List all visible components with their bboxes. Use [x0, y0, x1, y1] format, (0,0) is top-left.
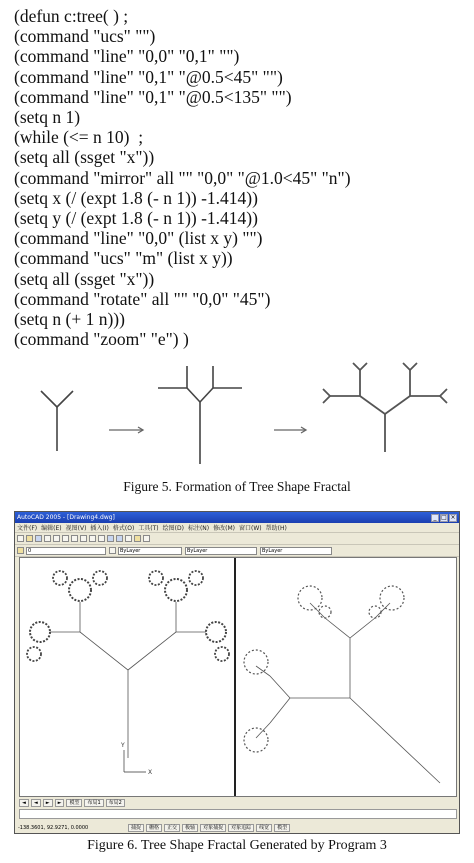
redo-icon[interactable] [98, 535, 105, 542]
minimize-icon[interactable]: _ [431, 514, 439, 522]
code-line: (setq n (+ 1 n))) [14, 309, 125, 330]
preview-icon[interactable] [53, 535, 60, 542]
title-bar [15, 512, 459, 523]
code-line: (command "line" "0,1" "@0.5<45" "") [14, 66, 283, 87]
pan-icon[interactable] [107, 535, 114, 542]
code-line: (setq x (/ (expt 1.8 (- n 1)) -1.414)) [14, 187, 258, 208]
zoom-icon[interactable] [116, 535, 123, 542]
code-line: (command "ucs" "") [14, 26, 156, 47]
code-line: (defun c:tree( ) ; [14, 6, 129, 26]
design-center-icon[interactable] [134, 535, 141, 542]
layout-tab[interactable]: 模型 [66, 799, 82, 807]
tab-nav-icon[interactable]: ► [55, 799, 65, 807]
stage2-tree [158, 366, 242, 464]
menu-item[interactable]: 帮助(H) [265, 525, 287, 532]
right-viewport-tree [256, 603, 440, 783]
status-toggle-button[interactable]: 线宽 [256, 824, 272, 832]
undo-icon[interactable] [89, 535, 96, 542]
menu-item[interactable]: 格式(O) [112, 525, 135, 532]
left-viewport-tree [50, 602, 206, 758]
menu-item[interactable]: 工具(T) [138, 525, 159, 532]
layout-tab[interactable]: 布局2 [106, 799, 125, 807]
menu-item[interactable]: 修改(M) [213, 525, 235, 532]
figure5-caption: Figure 5. Formation of Tree Shape Fractal [123, 479, 351, 494]
layout-tab[interactable]: 布局1 [84, 799, 103, 807]
status-toggle-button[interactable]: 模型 [274, 824, 290, 832]
code-line: (setq y (/ (expt 1.8 (- n 1)) -1.414)) [14, 208, 258, 229]
status-toggle-button[interactable]: 捕捉 [128, 824, 144, 832]
layer-previous-icon[interactable] [109, 547, 116, 554]
layer-select[interactable]: 0 [26, 547, 106, 555]
figure6-caption: Figure 6. Tree Shape Fractal Generated by Program 3 [87, 838, 387, 853]
menu-item[interactable]: 视图(V) [65, 525, 87, 532]
tab-nav-icon[interactable]: ► [43, 799, 53, 807]
cut-icon[interactable] [62, 535, 69, 542]
properties-icon[interactable] [125, 535, 132, 542]
arrow-2 [274, 427, 306, 433]
color-select[interactable]: ByLayer [118, 547, 182, 555]
stage3-tree [323, 363, 447, 452]
menu-bar [15, 523, 459, 533]
right-viewport-crowns [244, 586, 404, 752]
properties-toolbar [15, 545, 459, 557]
copy-icon[interactable] [71, 535, 78, 542]
standard-toolbar [15, 533, 459, 545]
code-line: (command "line" "0,1" "@0.5<135" "") [14, 86, 292, 107]
autocad-window [14, 511, 460, 834]
drawing-area[interactable] [19, 557, 457, 797]
code-line: (setq n 1) [14, 107, 81, 128]
code-line: (command "zoom" "e") ) [14, 329, 189, 350]
linetype-select[interactable]: ByLayer [185, 547, 257, 555]
left-viewport-crowns [27, 571, 229, 661]
status-toggle-button[interactable]: 对象追踪 [228, 824, 254, 832]
close-icon[interactable]: × [450, 513, 456, 521]
ucs-x-label: X [148, 769, 153, 776]
code-line: (command "line" "0,0" (list x y) "") [14, 228, 263, 249]
window-title: AutoCAD 2005 - [Drawing4.dwg] [17, 514, 115, 521]
viewport-divider [234, 558, 236, 796]
ucs-icon-left [124, 750, 146, 772]
new-icon[interactable] [17, 535, 24, 542]
tab-nav-icon[interactable]: ◄ [31, 799, 41, 807]
lineweight-select[interactable]: ByLayer [260, 547, 332, 555]
status-toggle-button[interactable]: 极轴 [182, 824, 198, 832]
code-line: (setq all (ssget "x")) [14, 268, 155, 289]
menu-item[interactable]: 文件(F) [17, 525, 38, 532]
menu-item[interactable]: 编辑(E) [41, 525, 62, 532]
arrow-1 [109, 427, 143, 433]
stage1-tree [41, 391, 73, 451]
status-bar [15, 822, 459, 833]
fractal-drawing [20, 558, 456, 796]
menu-item[interactable]: 窗口(W) [238, 525, 262, 532]
menu-item[interactable]: 绘图(D) [162, 525, 184, 532]
status-toggle-button[interactable]: 正交 [164, 824, 180, 832]
command-line[interactable] [19, 809, 457, 819]
code-line: (while (<= n 10) ; [14, 127, 144, 148]
save-icon[interactable] [35, 535, 42, 542]
help-icon[interactable] [143, 535, 150, 542]
print-icon[interactable] [44, 535, 51, 542]
ucs-y-label: Y [121, 742, 125, 749]
code-line: (command "rotate" all "" "0,0" "45") [14, 288, 271, 309]
figure5-formation-diagram [0, 356, 474, 466]
maximize-icon[interactable]: □ [441, 513, 447, 521]
code-line: (command "ucs" "m" (list x y)) [14, 248, 233, 269]
status-toggle-button[interactable]: 对象捕捉 [200, 824, 226, 832]
code-line: (setq all (ssget "x")) [14, 147, 155, 168]
open-icon[interactable] [26, 535, 33, 542]
status-toggle-button[interactable]: 栅格 [146, 824, 162, 832]
code-line: (command "mirror" all "" "0,0" "@1.0<45" "n") [14, 167, 351, 188]
layer-manager-icon[interactable] [17, 547, 24, 554]
layout-tabs [19, 799, 127, 807]
code-listing [14, 6, 464, 349]
menu-item[interactable]: 标注(N) [187, 525, 210, 532]
tab-nav-icon[interactable]: ◄ [19, 799, 29, 807]
menu-item[interactable]: 插入(I) [90, 525, 109, 532]
coordinate-readout: -138.3601, 92.9271, 0.0000 [18, 824, 89, 831]
paste-icon[interactable] [80, 535, 87, 542]
code-line: (command "line" "0,0" "0,1" "") [14, 46, 240, 67]
